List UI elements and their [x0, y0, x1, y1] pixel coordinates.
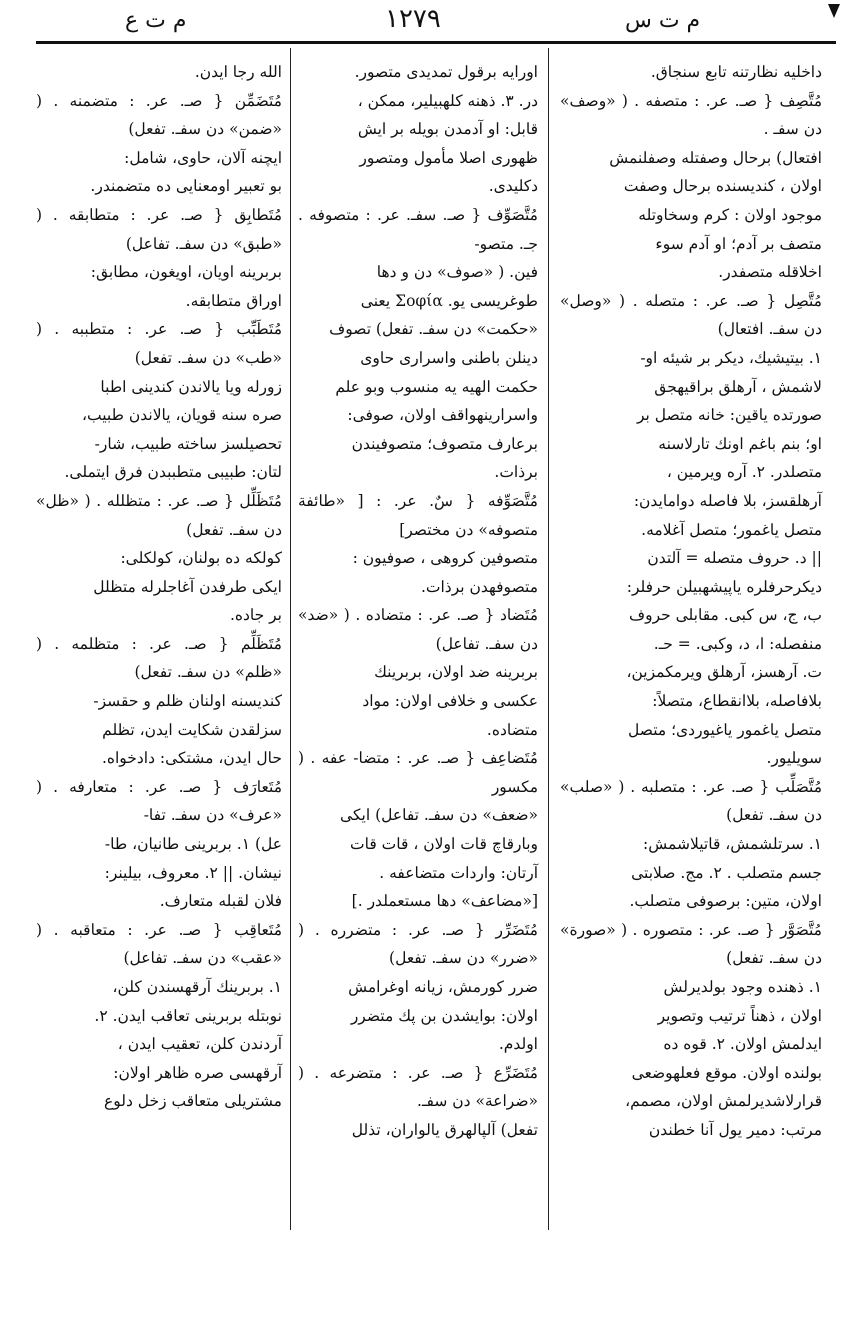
text-line: ضرر كورمش، زیانه اوغرامش	[348, 978, 538, 996]
text-line: مُتَضاعِف { صـ. عر. : متضا- عفه . ( مكسور	[298, 749, 538, 796]
text-line: مُتَّصَوَّر { صـ. عر. : متصوره . ( «صورة» دن سفـ. تفعل)	[560, 920, 822, 968]
text-line: مُتَضَرِّع { صـ. عر. : متضرعه . ( «ضراعة» دن سفـ.	[298, 1063, 538, 1111]
text-line: مُتَضاد { صـ. عر. : متضاده . ( «ضد» دن سفـ. تفاعل)	[298, 606, 538, 653]
text-line: بلافاصله، بلاانقطاع، متصلاً:	[652, 692, 822, 711]
text-line: افتعال) برحال وصفتله وصفلنمش	[609, 148, 822, 167]
text-line: اولان، متین: برصوفی متصلب.	[629, 892, 822, 911]
text-line: ت. آرهسز، آرهلق ویرمكمزین،	[626, 663, 822, 682]
text-line: [«مضاعف» دها مستعملدر .]	[351, 892, 538, 911]
text-line: اولان ، ذهناً ترتیب وتصویر	[657, 1006, 822, 1025]
text-line: صره سنه قویان، یالاندن طبیب،	[82, 406, 282, 425]
text-line: مُتَضَرِّر { صـ. عر. : متضرره . ( «ضرر» دن سفـ. تفعل)	[298, 920, 538, 968]
column-left	[36, 58, 282, 1116]
text-line: مُتَطابِق { صـ. عر. : متطابقه . ( «طبق» دن سفـ. تفاعل)	[36, 205, 282, 253]
text-line: مُتَّصَوِّفه { سٌ. عر. : [ «طائفة متصوفه» دن مختصر]	[298, 491, 538, 539]
text-line: مُتَطَبِّب { صـ. عر. : متطببه . ( «طب» دن سفـ. تفعل)	[36, 320, 282, 367]
text-line: الله رجا ایدن.	[194, 63, 282, 81]
text-line: صورتده یاقین: خانه متصل بر	[636, 406, 822, 425]
text-line: بر جاده.	[229, 606, 282, 625]
text-line: موجود اولان : کرم وسخاوتله	[638, 205, 822, 224]
text-line: ١. ذهنده وجود بولدیرلش	[663, 978, 822, 996]
text-line: واسرارینهواقف اولان، صوفی:	[347, 406, 538, 425]
text-line: ایدلمش اولان. ٢. قوه ده	[663, 1035, 822, 1054]
text-line: جسم متصلب . ٢. مج. صلابتی	[631, 863, 822, 882]
text-line: بو تعبیر اومعنایی ده متضمندر.	[90, 177, 282, 196]
text-line: اخلاقله متصفدر.	[718, 263, 822, 282]
text-line: دكلیدی.	[488, 177, 538, 196]
text-line: «ضعف» دن سفـ. تفاعل) ایكی	[340, 806, 538, 825]
text-line: آرتان: واردات متضاعفه .	[379, 863, 538, 882]
text-line: ١. بربرینك آرقهسندن كلن،	[112, 978, 282, 996]
text-line: برذات.	[494, 463, 538, 482]
corner-mark-icon	[828, 4, 840, 18]
text-line: ایكی طرفدن آغاجلرله متظلل	[93, 577, 282, 596]
text-line: مشتریلی متعاقب زخل دلوع	[103, 1092, 282, 1111]
text-line: متصل یاغمور یاغیوردی؛ متصل	[628, 720, 822, 739]
text-line: مُتَضَمِّن { صـ. عر. : متضمنه . ( «ضمن» دن سفـ. تفعل)	[36, 91, 282, 139]
text-line: اولدم.	[498, 1035, 538, 1054]
text-line: نوبتله بربرینی تعاقب ایدن. ٢.	[94, 1006, 282, 1025]
column-right	[560, 58, 822, 1145]
column-divider	[548, 48, 549, 1230]
text-line: متصوفهدن برذات.	[420, 577, 538, 596]
text-line: مُتَّصَوِّف { صـ. سفـ. عر. : متصوفه . جـ. متصو-	[298, 205, 538, 253]
text-line: متضاده.	[486, 720, 538, 739]
text-line: مُتَظَلِّل { صـ. عر. : متظلله . ( «ظل» دن سفـ. تفعل)	[36, 491, 282, 539]
text-line: تفعل) آلپالهرق یالواران، تذلل	[351, 1120, 538, 1139]
text-line: حال ایدن، مشتكی: دادخواه.	[101, 749, 282, 768]
text-line: طوغریسی یو. Σοφία یعنی	[360, 291, 538, 310]
text-line: در. ٣. ذهنه كلهبیلیر، ممكن ،	[357, 91, 538, 110]
text-line: اولان: بوایشدن بن پك متضرر	[350, 1006, 538, 1025]
text-line: لتان: طبیبی متطببدن فرق ایتملی.	[64, 463, 282, 482]
text-line: قابل: او آدمدن بویله بر ایش	[357, 120, 538, 139]
text-line: ب، ج، س كبی. مقابلی حروف	[629, 606, 822, 625]
text-line: برعارف متصوف؛ متصوفیندن	[351, 434, 538, 453]
text-line: مُتَظَلِّم { صـ. عر. : متظلمه . ( «ظلم» دن سفـ. تفعل)	[36, 634, 282, 682]
text-line: متصلدر. ٢. آره ویرمین ،	[666, 463, 822, 482]
text-line: ایچنه آلان، حاوی، شامل:	[124, 148, 282, 167]
text-line: مُتَّصَلِّب { صـ. عر. : متصلبه . ( «صلب» دن سفـ. تفعل)	[560, 777, 822, 825]
text-line: سویلیور.	[766, 749, 822, 768]
text-line: بولنده اولان. موقع فعلهوضعی	[631, 1063, 822, 1082]
text-line: او؛ بنم باغم اونك تارلاسنه	[658, 434, 822, 453]
text-line: منفصله: ا، د، وكبی. = حـ.	[653, 634, 822, 653]
text-line: دیكرحرفلره یاپیشهبیلن حرفلر:	[626, 577, 822, 596]
text-line: مُتَّصِل { صـ. عر. : متصله . ( «وصل» دن سفـ. افتعال)	[560, 291, 822, 339]
text-line: حكمت الهیه یه منسوب وبو علم	[335, 377, 538, 396]
text-line: ١. بیتیشیك، دیكر بر شیئه او-	[640, 348, 822, 367]
text-line: متصوفین كروهی ، صوفیون :	[352, 549, 538, 568]
text-line: آردندن كلن، تعقیب ایدن ،	[117, 1035, 282, 1054]
text-line: مرتب: دمیر یول آنا خطندن	[648, 1120, 822, 1139]
text-line: اوراق متطابقه.	[185, 291, 282, 310]
text-line: كولكه ده بولنان، كولكلی:	[120, 549, 282, 568]
text-line: مُتَّصِف { صـ. عر. : متصفه . ( «وصف» دن سفـ .	[560, 91, 822, 139]
text-line: مُتَعارَف { صـ. عر. : متعارفه . ( «عرف» دن سفـ. تفا-	[36, 777, 282, 825]
text-line: عكسی و خلافی اولان: مواد	[362, 692, 538, 711]
text-line: آرهلقسز، بلا فاصله دوامایدن:	[633, 491, 822, 510]
text-line: «حكمت» دن سفـ. تفعل) تصوف	[329, 320, 538, 339]
text-line: دینلن باطنی واسراری حاوی	[360, 348, 538, 367]
text-line: بربرینه اویان، اویغون، مطابق:	[90, 263, 282, 282]
text-line: متصف بر آدم؛ او آدم سوء	[655, 234, 822, 253]
right-guide-word: م ت س	[625, 8, 701, 33]
text-line: زورله ویا یالاندن كندینی اطبا	[100, 377, 282, 396]
text-line: كندیسنه اولنان ظلم و حقسز-	[93, 692, 282, 711]
text-line: اولان ، کندیسنده برحال وصفت	[623, 177, 822, 196]
text-line: بربرینه ضد اولان، بربرینك	[374, 663, 538, 682]
text-line: داخلیه نظارتنه تابع سنجاق.	[650, 63, 822, 81]
text-line: مُتَعاقِب { صـ. عر. : متعاقبه . ( «عقب» دن سفـ. تفاعل)	[36, 920, 282, 968]
text-line: وبارقاچ قات اولان ، قات قات	[350, 835, 538, 854]
text-line: سزلقدن شكایت ایدن، تظلم	[102, 720, 282, 739]
text-line: تحصیلسز ساخته طبیب، شار-	[94, 434, 282, 453]
text-line: قرارلاشدیرلمش اولان، مصمم،	[625, 1092, 822, 1111]
text-line: ظهوری اصلا مأمول ومتصور	[359, 148, 538, 167]
text-line: متصل یاغمور؛ متصل آغلامه.	[641, 520, 822, 539]
text-line: آرقهسی صره ظاهر اولان:	[113, 1063, 282, 1082]
text-line: فلان لقبله متعارف.	[159, 892, 282, 911]
text-line: || د. حروف متصله = آلتدن	[647, 549, 822, 568]
text-line: اورایه برقول تمدیدی متصور.	[354, 63, 538, 81]
column-middle	[298, 58, 538, 1145]
header-rule	[36, 41, 836, 44]
column-divider	[290, 48, 291, 1230]
text-line: عل) ١. بربرینی طانیان، طا-	[104, 835, 282, 854]
page-number: ١٢٧٩	[385, 4, 441, 34]
text-line: فین. ( «صوف» دن و دها	[376, 263, 538, 282]
left-guide-word: م ت ع	[125, 8, 187, 33]
text-line: لاشمش ، آرهلق براقیهجق	[654, 377, 822, 396]
text-line: ١. سرتلشمش، قاتیلاشمش:	[643, 835, 822, 854]
text-line: نیشان. || ٢. معروف، بیلینر:	[104, 863, 282, 882]
